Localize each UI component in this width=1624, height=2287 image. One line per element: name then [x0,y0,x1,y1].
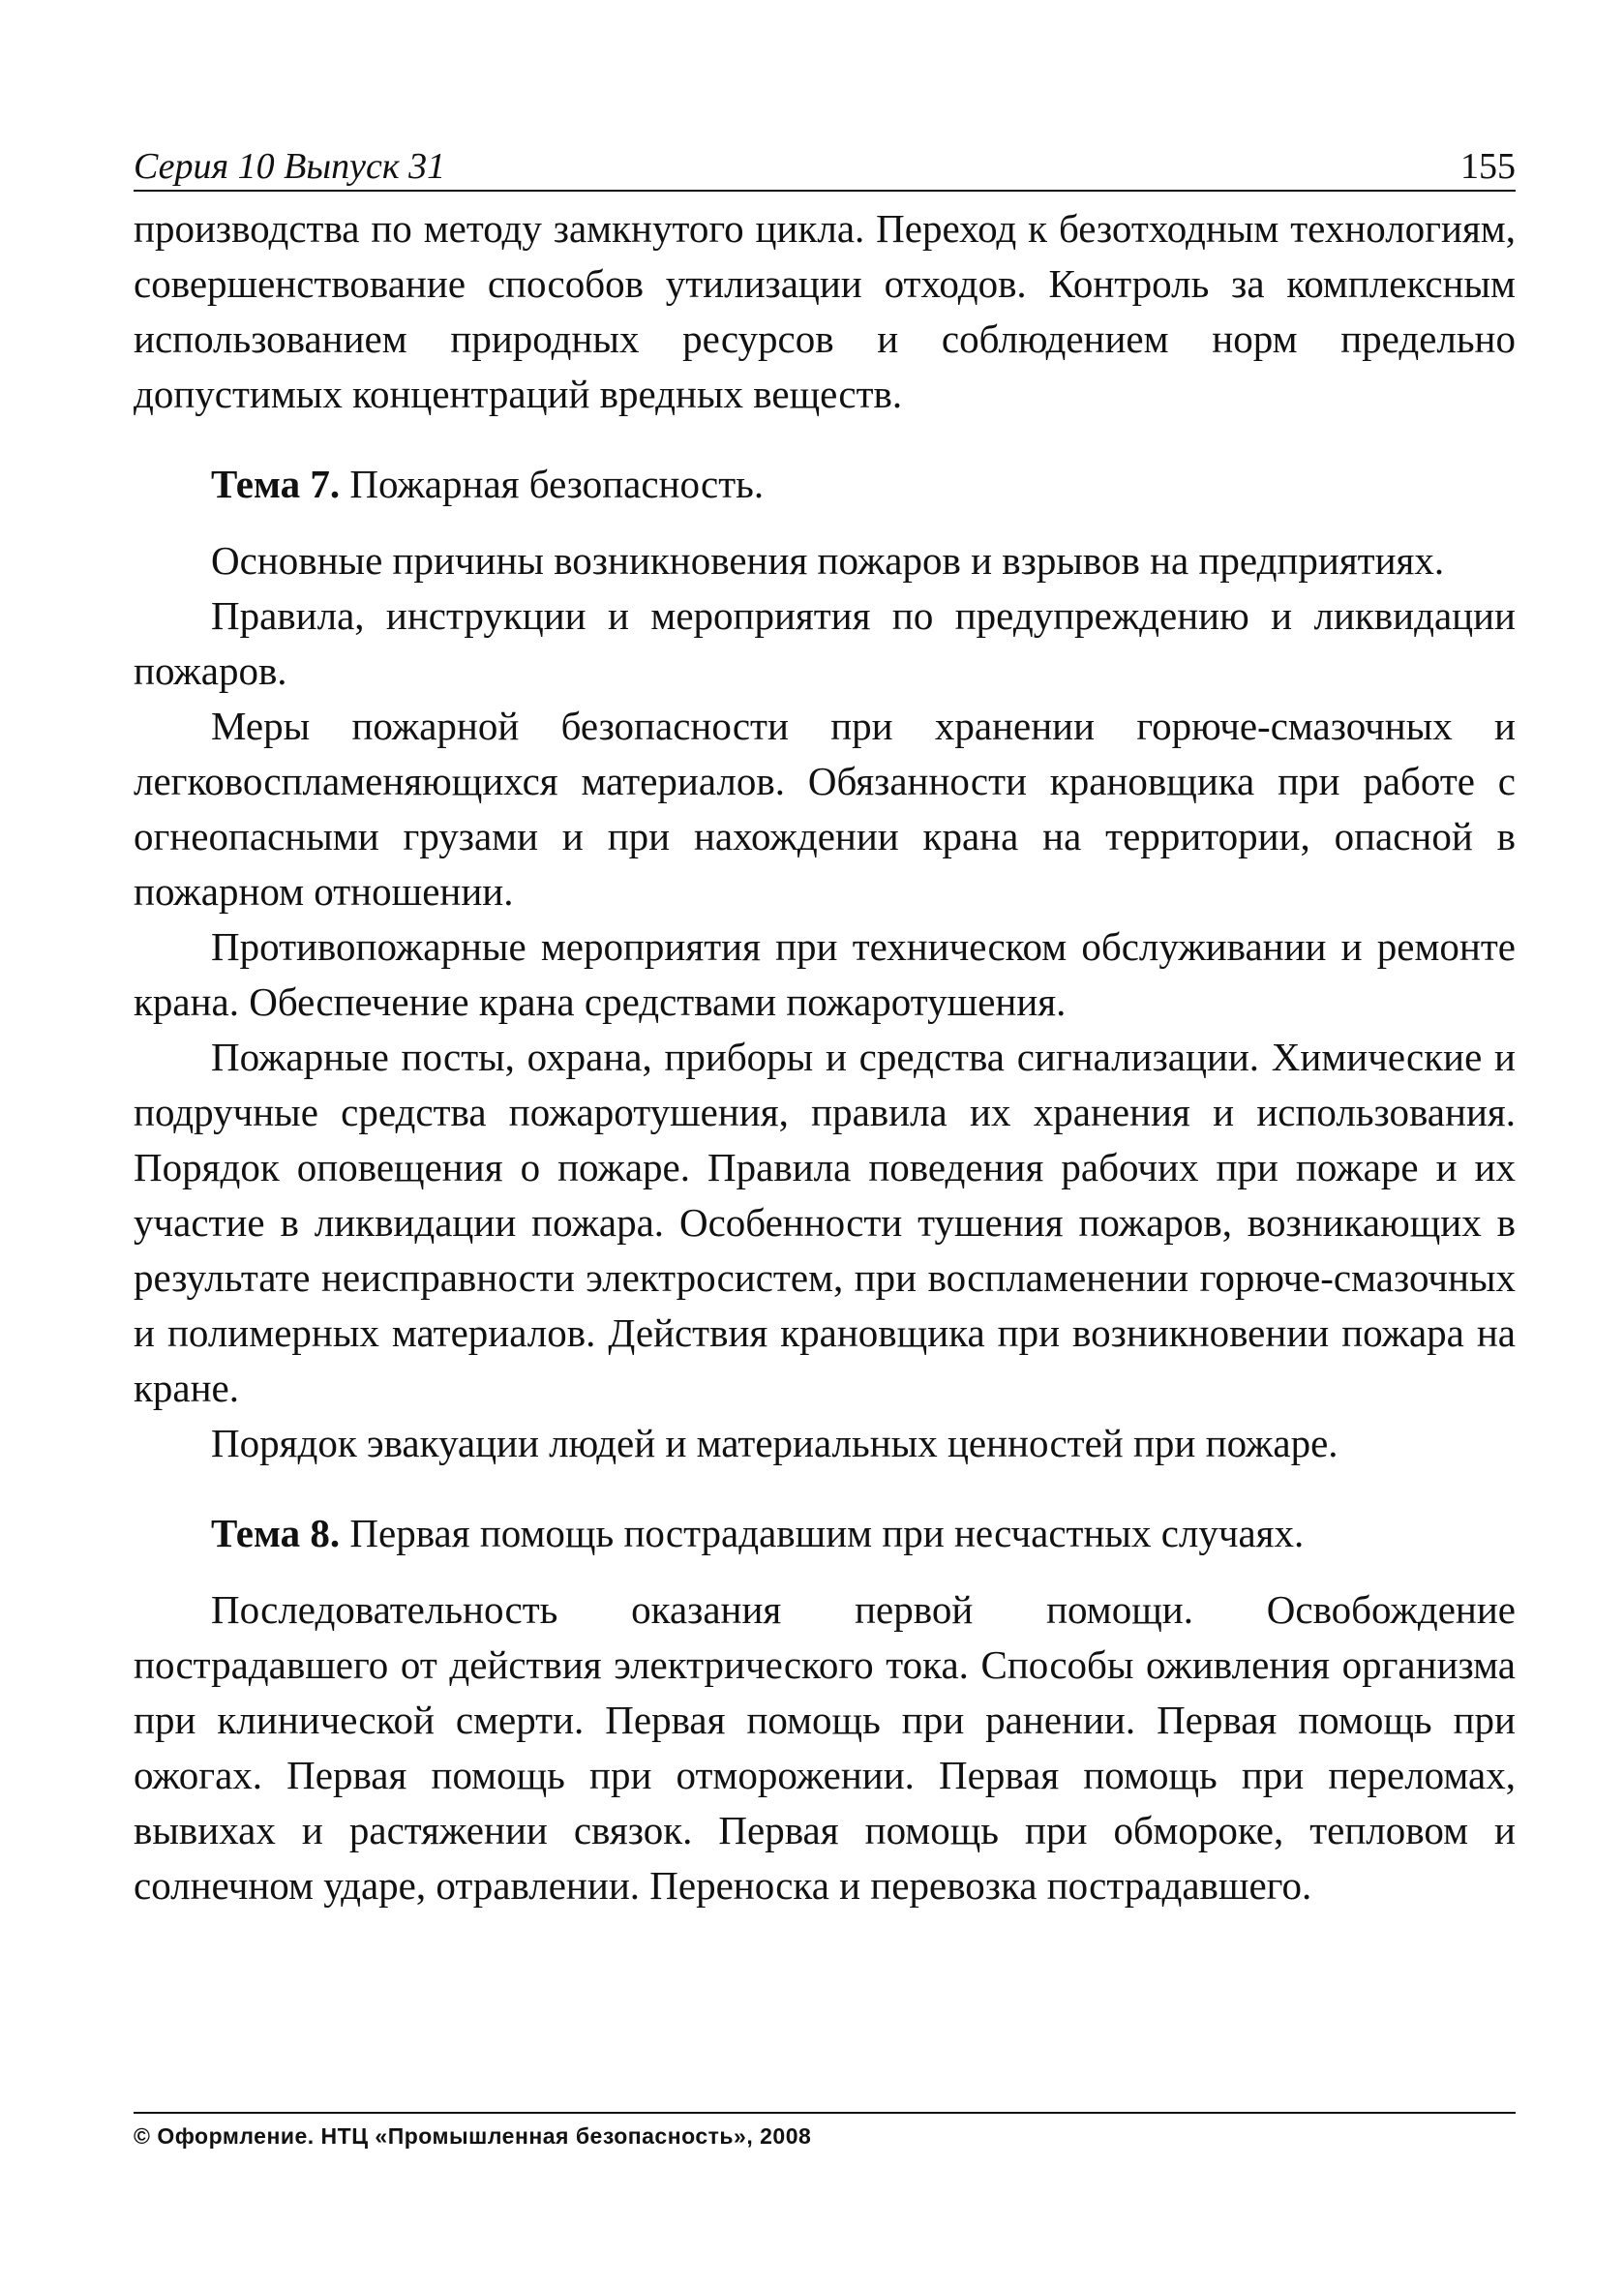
footer-copyright: © Оформление. НТЦ «Промышленная безопасность», 2008 [134,2112,1516,2150]
paragraph-fire-rules: Правила, инструкции и мероприятия по предупреждению и ликвидации пожаров. [134,593,1516,693]
paragraph-first-aid: Последовательность оказания первой помощи. Освобождение пострадавшего от действия электрического тока. Способы оживления организма при клинической смерти. Первая помощь при ранении. Первая помощь при ожогах. Первая помощь при отморожении. Первая помощь при переломах, вывихах и растяжении связок. Первая помощь при обмороке, тепловом и солнечном ударе, отравлении. Переноска и перевозка пострадавшего. [134,1587,1516,1908]
theme-8-label: Тема 8. [211,1511,341,1555]
page [134,143,1516,1913]
body-text [134,201,1516,1913]
paragraph-evacuation: Порядок эвакуации людей и материальных ценностей при пожаре. [211,1421,1338,1465]
theme-7-title: Пожарная безопасность. [349,462,765,506]
page-number: 155 [1460,146,1516,187]
paragraph-fire-causes: Основные причины возникновения пожаров и взрывов на предприятиях. [211,538,1445,583]
theme-8-title: Первая помощь пострадавшим при несчастных случаях. [349,1511,1305,1555]
paragraph-fire-prevention-maintenance: Противопожарные мероприятия при техническом обслуживании и ремонте крана. Обеспечение крана средствами пожаротушения. [134,924,1516,1024]
paragraph-fire-posts: Пожарные посты, охрана, приборы и средства сигнализации. Химические и подручные средства пожаротушения, правила их хранения и использования. Порядок оповещения о пожаре. Правила поведения рабочих при пожаре и их участие в ликвидации пожара. Особенности тушения пожаров, возникающих в результате неисправности электросистем, при воспламенении горюче-смазочных и полимерных материалов. Действия крановщика при возникновении пожара на кране. [134,1035,1516,1410]
series-label: Серия 10 Выпуск 31 [134,146,446,187]
paragraph-continuation: производства по методу замкнутого цикла. Переход к безотходным технологиям, совершенствование способов утилизации отходов. Контроль за комплексным использованием природных ресурсов и соблюдением норм предельно допустимых концентраций вредных веществ. [134,206,1516,416]
theme-7-label: Тема 7. [211,462,341,506]
theme-8-heading [134,1506,1516,1561]
theme-7-heading [134,457,1516,512]
paragraph-fire-safety-storage: Меры пожарной безопасности при хранении горюче-смазочных и легковоспламеняющихся материалов. Обязанности крановщика при работе с огнеопасными грузами и при нахождении крана на территории, опасной в пожарном отношении. [134,704,1516,914]
running-head [134,143,1516,192]
